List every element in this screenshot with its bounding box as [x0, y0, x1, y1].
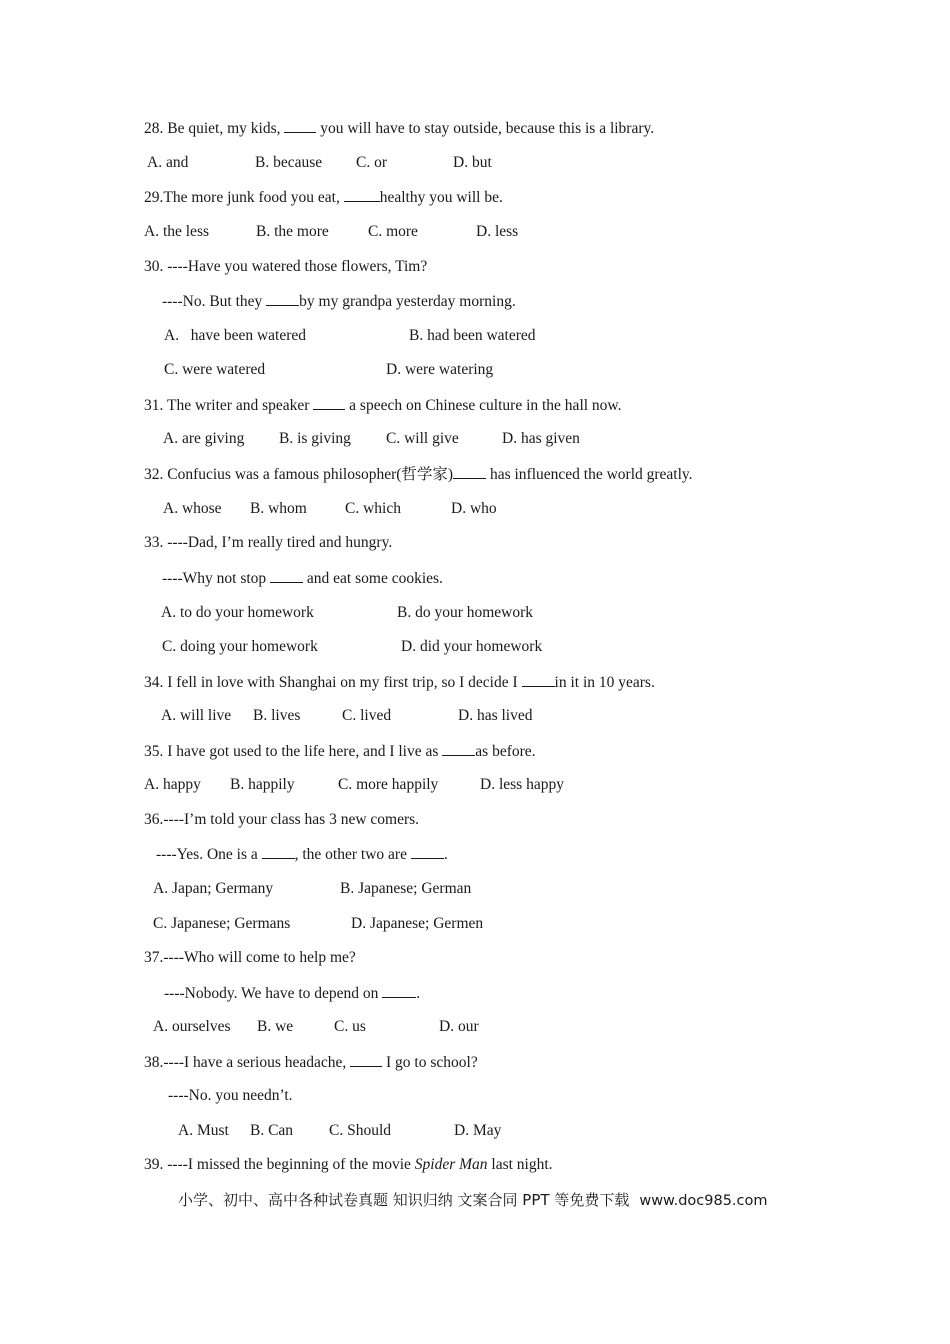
answer-blank	[262, 844, 295, 859]
question-32-stem: 32. Confucius was a famous philosopher(哲学家) has influenced the world greatly.	[144, 466, 693, 483]
option-c: C. Should	[329, 1122, 392, 1139]
answer-blank	[382, 983, 416, 998]
question-39-stem: 39. ----I missed the beginning of the movie Spider Man last night.	[144, 1156, 553, 1173]
option-b: B. the more	[256, 223, 329, 240]
answer-blank	[313, 395, 345, 410]
option-a: A. whose	[163, 500, 222, 517]
question-31-stem: 31. The writer and speaker a speech on Chinese culture in the hall now.	[144, 397, 622, 414]
question-38-stem: 38.----I have a serious headache, I go to school?	[144, 1054, 478, 1071]
option-a: A. will live	[161, 707, 232, 724]
answer-blank	[453, 464, 486, 479]
option-c: C. lived	[342, 707, 392, 724]
option-c: C. were watered	[164, 361, 266, 378]
option-d: D. were watering	[386, 361, 494, 378]
option-b: B. Japanese; German	[340, 880, 472, 897]
option-d: D. less	[476, 223, 519, 240]
page-footer	[178, 1190, 768, 1211]
option-d: D. who	[451, 500, 497, 517]
answer-blank	[522, 672, 555, 687]
question-37-reply: ----Nobody. We have to depend on .	[164, 985, 421, 1002]
option-c: C. Japanese; Germans	[153, 915, 291, 932]
movie-title: Spider Man	[414, 1156, 488, 1173]
option-d: D. our	[439, 1018, 479, 1035]
option-a: A. Must	[178, 1122, 229, 1139]
option-d: D. did your homework	[401, 638, 543, 655]
question-35-stem: 35. I have got used to the life here, and I live as as before.	[144, 743, 536, 760]
footer-url: www.doc985.com	[639, 1193, 768, 1209]
option-a: A. happy	[144, 776, 201, 793]
question-36-stem: 36.----I’m told your class has 3 new comers.	[144, 811, 420, 828]
option-b: B. happily	[230, 776, 295, 793]
answer-blank	[270, 568, 303, 583]
option-c: C. us	[334, 1018, 366, 1035]
question-36-reply: ----Yes. One is a , the other two are .	[156, 846, 448, 863]
option-d: D. less happy	[480, 776, 564, 793]
option-c: C. or	[356, 154, 387, 171]
option-a: A. have been watered	[164, 327, 307, 344]
answer-blank	[284, 118, 316, 133]
question-38-reply: ----No. you needn’t.	[168, 1087, 293, 1104]
answer-blank	[411, 844, 444, 859]
option-d: D. May	[454, 1122, 502, 1139]
option-a: A. to do your homework	[161, 604, 314, 621]
option-c: C. doing your homework	[162, 638, 318, 655]
footer-text: 小学、初中、高中各种试卷真题 知识归纳 文案合同 PPT 等免费下载	[178, 1191, 630, 1209]
option-c: C. more happily	[338, 776, 439, 793]
question-33-reply: ----Why not stop and eat some cookies.	[162, 570, 443, 587]
option-c: C. will give	[386, 430, 459, 447]
option-d: D. has given	[502, 430, 580, 447]
answer-blank	[350, 1052, 382, 1067]
option-d: D. but	[453, 154, 492, 171]
option-b: B. because	[255, 154, 323, 171]
option-c: C. which	[345, 500, 401, 517]
option-b: B. had been watered	[409, 327, 536, 344]
question-30-reply: ----No. But they by my grandpa yesterday morning.	[162, 293, 516, 310]
option-b: B. Can	[250, 1122, 294, 1139]
question-34-stem: 34. I fell in love with Shanghai on my first trip, so I decide I in it in 10 years.	[144, 674, 655, 691]
option-d: D. Japanese; Germen	[351, 915, 484, 932]
option-b: B. whom	[250, 500, 307, 517]
option-b: B. is giving	[279, 430, 351, 447]
option-b: B. we	[257, 1018, 294, 1035]
option-c: C. more	[368, 223, 418, 240]
option-a: A. are giving	[163, 430, 245, 447]
option-a: A. ourselves	[153, 1018, 231, 1035]
answer-blank	[442, 741, 475, 756]
option-a: A. Japan; Germany	[153, 880, 274, 897]
answer-blank	[266, 291, 299, 306]
option-b: B. lives	[253, 707, 301, 724]
question-33-stem: 33. ----Dad, I’m really tired and hungry.	[144, 534, 393, 551]
question-30-stem: 30. ----Have you watered those flowers, Tim?	[144, 258, 428, 275]
option-a: A. and	[147, 154, 189, 171]
option-b: B. do your homework	[397, 604, 534, 621]
question-29-stem: 29.The more junk food you eat, healthy you will be.	[144, 189, 503, 206]
option-a: A. the less	[144, 223, 210, 240]
question-37-stem: 37.----Who will come to help me?	[144, 949, 356, 966]
option-d: D. has lived	[458, 707, 533, 724]
question-28-stem: 28. Be quiet, my kids, you will have to stay outside, because this is a library.	[144, 120, 655, 137]
answer-blank	[344, 187, 380, 202]
